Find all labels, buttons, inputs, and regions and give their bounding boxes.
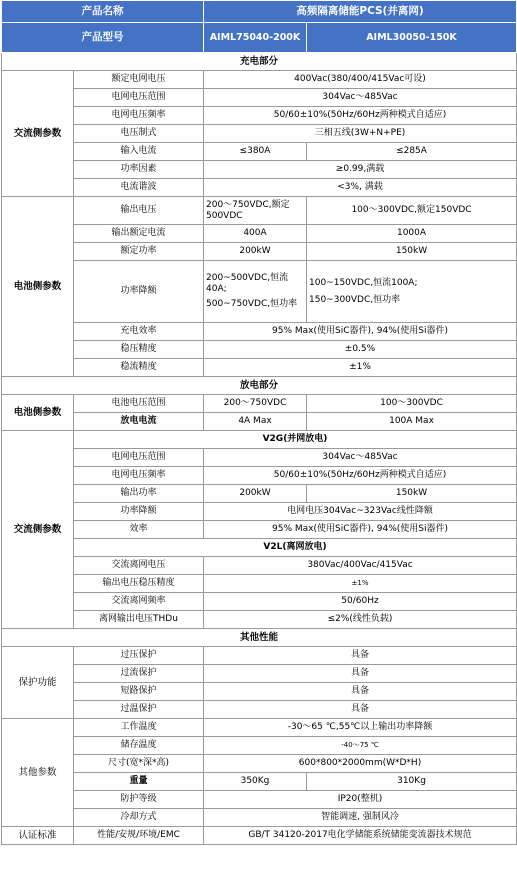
table-row: 电网电压频率 50/60±10%(50Hz/60Hz两种模式自适应)	[2, 107, 517, 125]
v2l-title: V2L(离网放电)	[74, 539, 517, 557]
group-protection: 保护功能	[2, 647, 74, 719]
table-row: 储存温度 -40～75 ℃	[2, 737, 517, 755]
spec-table	[1, 0, 517, 845]
group-misc: 其他参数	[2, 719, 74, 827]
section-charge: 充电部分	[2, 53, 517, 71]
table-row: 过温保护 具备	[2, 701, 517, 719]
table-row: 功率降额 200~500VDC,恒流40A; 500~750VDC,恒功率 100~150VDC,恒流100A; 150~300VDC,恒功率	[2, 261, 517, 323]
table-row: 交流侧参数 额定电网电压 400Vac(380/400/415Vac可设)	[2, 71, 517, 89]
table-row: 功率降额 电网电压304Vac~323Vac线性降额	[2, 503, 517, 521]
group-charge-ac: 交流侧参数	[2, 71, 74, 197]
table-row	[2, 539, 517, 557]
table-row: 保护功能 过压保护 具备	[2, 647, 517, 665]
table-row: 离网输出电压THDu ≤2%(线性负载)	[2, 611, 517, 629]
table-row: 放电电流 4A Max 100A Max	[2, 413, 517, 431]
table-row: 电池侧参数 输出电压 200～750VDC,额定500VDC 100～300VDC,额定150VDC	[2, 197, 517, 225]
table-row: 额定功率 200kW 150kW	[2, 243, 517, 261]
table-row: 认证标准 性能/安规/环境/EMC GB/T 34120-2017电化学储能系统储能变流器技术规范	[2, 827, 517, 845]
table-row: 充电效率 95% Max(使用SiC器件), 94%(使用Si器件)	[2, 323, 517, 341]
table-row: 冷却方式 智能调速, 强制风冷	[2, 809, 517, 827]
table-row: 效率 95% Max(使用SiC器件), 94%(使用Si器件)	[2, 521, 517, 539]
table-row: 电流谐波 <3%, 满载	[2, 179, 517, 197]
table-row: 输出功率 200kW 150kW	[2, 485, 517, 503]
group-discharge-battery: 电池侧参数	[2, 395, 74, 431]
header-row-model	[2, 23, 517, 53]
table-row: 电网电压频率 50/60±10%(50Hz/60Hz两种模式自适应)	[2, 467, 517, 485]
section-discharge: 放电部分	[2, 377, 517, 395]
model-a: AIML75040-200K	[204, 23, 307, 53]
table-row: 功率因素 ≥0.99,满载	[2, 161, 517, 179]
table-row: 电网电压范围 304Vac～485Vac	[2, 89, 517, 107]
table-row: 过流保护 具备	[2, 665, 517, 683]
table-row: 稳压精度 ±0.5%	[2, 341, 517, 359]
table-row: 交流离网频率 50/60Hz	[2, 593, 517, 611]
group-certification: 认证标准	[2, 827, 74, 845]
table-row	[2, 431, 517, 449]
table-row: 尺寸(宽*深*高) 600*800*2000mm(W*D*H)	[2, 755, 517, 773]
product-name-value: 高频隔离储能PCS(并离网)	[204, 1, 517, 23]
model-b: AIML30050-150K	[307, 23, 517, 53]
table-row: 交流离网电压 380Vac/400Vac/415Vac	[2, 557, 517, 575]
product-name-label: 产品名称	[2, 1, 204, 23]
table-row: 短路保护 具备	[2, 683, 517, 701]
table-row: 输出额定电流 400A 1000A	[2, 225, 517, 243]
v2g-title: V2G(并网放电)	[74, 431, 517, 449]
table-row: 电压制式 三相五线(3W+N+PE)	[2, 125, 517, 143]
table-row: 稳流精度 ±1%	[2, 359, 517, 377]
table-row: 防护等级 IP20(整机)	[2, 791, 517, 809]
table-row: 其他参数 工作温度 -30～65 ℃,55℃以上输出功率降额	[2, 719, 517, 737]
table-row: 输入电流 ≤380A ≤285A	[2, 143, 517, 161]
product-model-label: 产品型号	[2, 23, 204, 53]
group-charge-battery: 电池侧参数	[2, 197, 74, 377]
table-row: 输出电压稳压精度 ±1%	[2, 575, 517, 593]
section-other: 其他性能	[2, 629, 517, 647]
table-row: 重量 350Kg 310Kg	[2, 773, 517, 791]
table-row: 电池侧参数 电池电压范围 200～750VDC 100～300VDC	[2, 395, 517, 413]
header-row-name	[2, 1, 517, 23]
group-discharge-ac: 交流侧参数	[2, 431, 74, 629]
table-row: 电网电压范围 304Vac～485Vac	[2, 449, 517, 467]
